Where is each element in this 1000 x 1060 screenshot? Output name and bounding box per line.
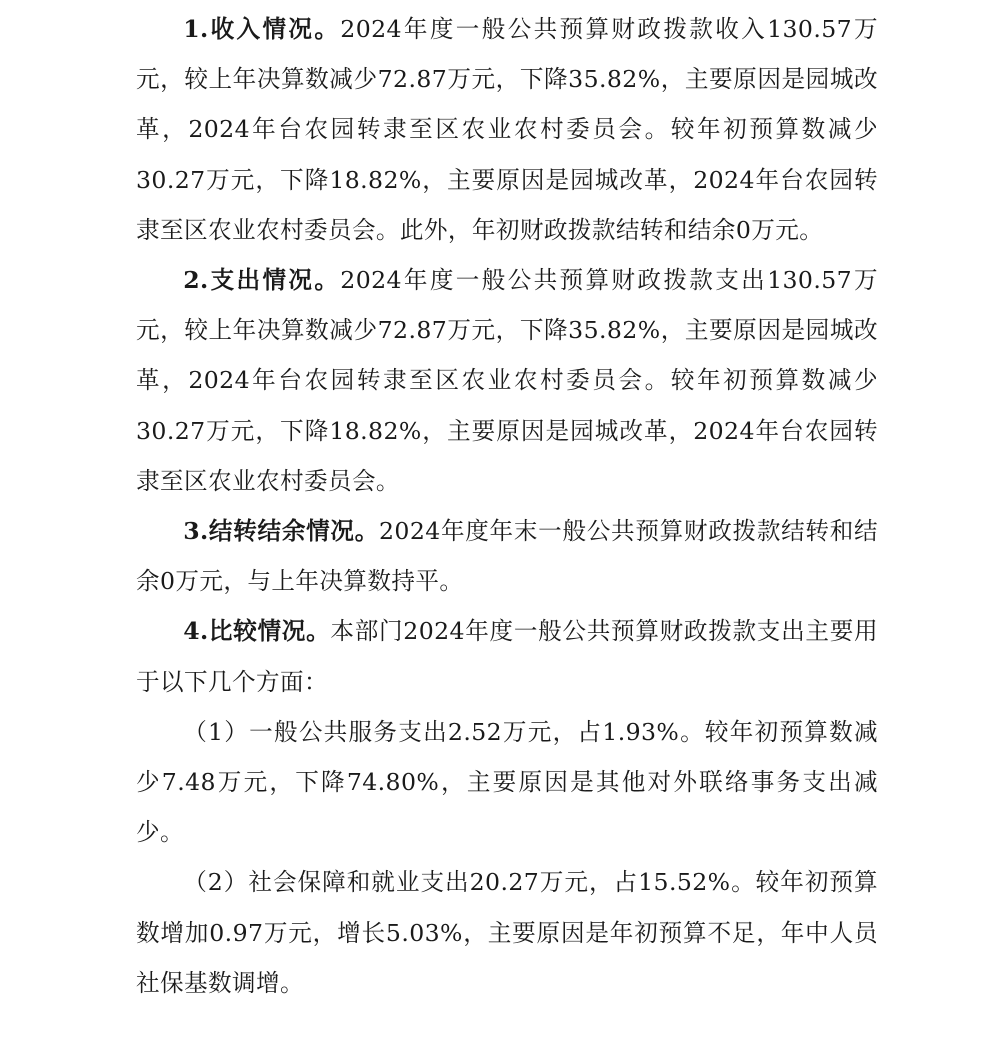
section-carryover [136,506,878,606]
section-heading: 4.比较情况。 [183,617,331,646]
list-item: （1）一般公共服务支出2.52万元，占1.93%。较年初预算数减少7.48万元，下降74.80%，主要原因是其他对外联络事务支出减少。 [136,717,878,847]
section-text: 2024年度一般公共预算财政拨款支出130.57万元，较上年决算数减少72.87万元，下降35.82%，主要原因是园城改革，2024年台农园转隶至区农业农村委员会。较年初预算数减少30.27万元，下降18.82%，主要原因是园城改革，2024年台农园转隶至区农业农村委员会。 [136,266,878,495]
section-heading: 2.支出情况。 [183,266,341,295]
section-comparison [136,606,878,706]
section-income [136,4,878,255]
section-heading: 1.收入情况。 [183,15,341,43]
section-expenditure [136,255,878,506]
section-text: 2024年度一般公共预算财政拨款收入130.57万元，较上年决算数减少72.87万元，下降35.82%，主要原因是园城改革，2024年台农园转隶至区农业农村委员会。较年初预算数减少30.27万元，下降18.82%，主要原因是园城改革，2024年台农园转隶至区农业农村委员会。此外，年初财政拨款结转和结余0万元。 [136,15,878,244]
section-text: 本部门2024年度一般公共预算财政拨款支出主要用于以下几个方面： [136,617,878,696]
section-heading: 3.结转结余情况。 [183,517,380,546]
section-text: 2024年度年末一般公共预算财政拨款结转和结余0万元，与上年决算数持平。 [136,517,879,596]
list-item: （2）社会保障和就业支出20.27万元，占15.52%。较年初预算数增加0.97万元，增长5.03%，主要原因是年初预算不足，年中人员社保基数调增。 [136,868,878,997]
document-body [136,4,878,1008]
